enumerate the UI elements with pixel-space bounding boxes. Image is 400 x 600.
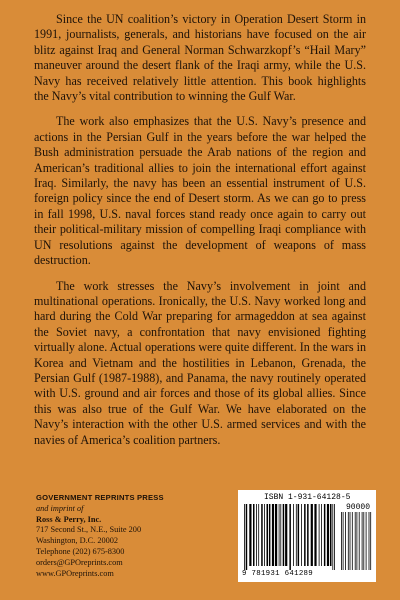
barcode-bar [359,512,360,570]
barcode-bar [256,504,257,566]
barcode-bar [293,504,294,566]
blurb-paragraph-3: The work stresses the Navy’s involvement in joint and multinational operations. Ironically, the U.S. Navy worked long and hard during the Cold War preparing for armageddon at sea against the Soviet navy, a confrontation that navy envisioned fighting virtually alone. Actual operations were quite different. In the wars in Korea and Vietnam and the hostilities in Lebanon, Grenada, the Persian Gulf (1987-1988), and Panama, the navy routinely operated with U.S. ground and air forces and those of its global allies. Since this was also true of the Gulf War. We have elaborated on the Navy’s interaction with the other U.S. armed services and with the navies of America’s coalition partners. [34,278,366,447]
barcode-bar [321,504,322,566]
barcode-bar [253,504,255,566]
blurb-paragraph-2: The work also emphasizes that the U.S. Navy’s presence and actions in the Persian Gulf in the years before the war helped the Bush administration persuade the Arab nations of the region and American’s traditional allies to join the international effort against Iraq. Similarly, the navy has been an essential instrument of U.S. foreign policy since the end of Desert storm. As we can go to press in fall 1998, U.S. naval forces stand ready once again to carry out their political-military mission of compelling Iraqi compliance with UN resolutions against the development of weapons of mass destruction. [34,114,366,268]
barcode-bar [285,504,287,566]
barcode-bar [341,512,342,570]
ean-barcode-bars [244,504,336,570]
ean-number: 9 781931 641289 [242,570,314,578]
barcode-bar [343,512,344,570]
barcode-bar [350,512,351,570]
barcode-bar [327,504,329,566]
barcode-bar [366,512,367,570]
barcode-bar [363,512,364,570]
blurb-paragraph-1: Since the UN coalition’s victory in Operation Desert Storm in 1991, journalists, generals, and historians have focused on the air blitz against Iraq and General Norman Schwarzkopf’s “Hail Mary” maneuver around the desert flank of the Iraqi army, while the U.S. Navy has received relatively little attention. This book highlights the Navy’s vital contribution to winning the Gulf War. [34,12,366,104]
barcode-bar [264,504,265,566]
barcode-bar [307,504,309,566]
barcode-bar [280,504,281,566]
barcode-bar [332,504,333,570]
barcode-bar [319,504,320,566]
addon-code: 90000 [346,503,371,512]
imprint-prefix: and imprint of [36,503,84,513]
barcode-bar [304,504,306,566]
barcode-bar [258,504,259,566]
barcode-bar [261,504,263,566]
cover-blurb [34,12,366,458]
isbn-barcode [238,490,376,582]
barcode-bar [269,504,271,566]
publisher-info [36,493,186,579]
barcode-bar [330,504,332,566]
barcode-bar [279,504,280,566]
barcode-bar [352,512,353,570]
barcode-bar [244,504,245,570]
publisher-address-line-2: Washington, D.C. 20002 [36,536,119,546]
addon-barcode-bars [341,512,373,570]
barcode-bar [311,504,313,566]
barcode-bar [296,504,297,566]
barcode-bar [289,504,291,570]
barcode-bar [275,504,277,566]
publisher-telephone: Telephone (202) 675-8300 [36,546,125,556]
barcode-bar [357,512,358,570]
barcode-bar [298,504,300,566]
publisher-name: GOVERNMENT REPRINTS PRESS [36,493,164,502]
barcode-bar [267,504,269,566]
barcode-bar [355,512,356,570]
barcode-bar [246,504,248,570]
barcode-bar [324,504,326,566]
publisher-company: Ross & Perry, Inc. [36,514,102,524]
isbn-label: ISBN 1-931-64128-5 [264,493,351,502]
barcode-bar [348,512,349,570]
barcode-bar [369,512,370,570]
publisher-email: orders@GPOreprints.com [36,557,123,567]
barcode-bar [249,504,251,566]
barcode-bar [370,512,371,570]
barcode-bar [272,504,274,566]
barcode-bar [334,504,335,570]
barcode-bar [283,504,285,566]
publisher-website: www.GPOreprints.com [36,568,114,578]
barcode-bar [362,512,363,570]
barcode-bar [345,512,346,570]
barcode-bar [314,504,316,566]
publisher-address-line-1: 717 Second St., N.E., Suite 200 [36,525,142,535]
barcode-bar [301,504,302,566]
